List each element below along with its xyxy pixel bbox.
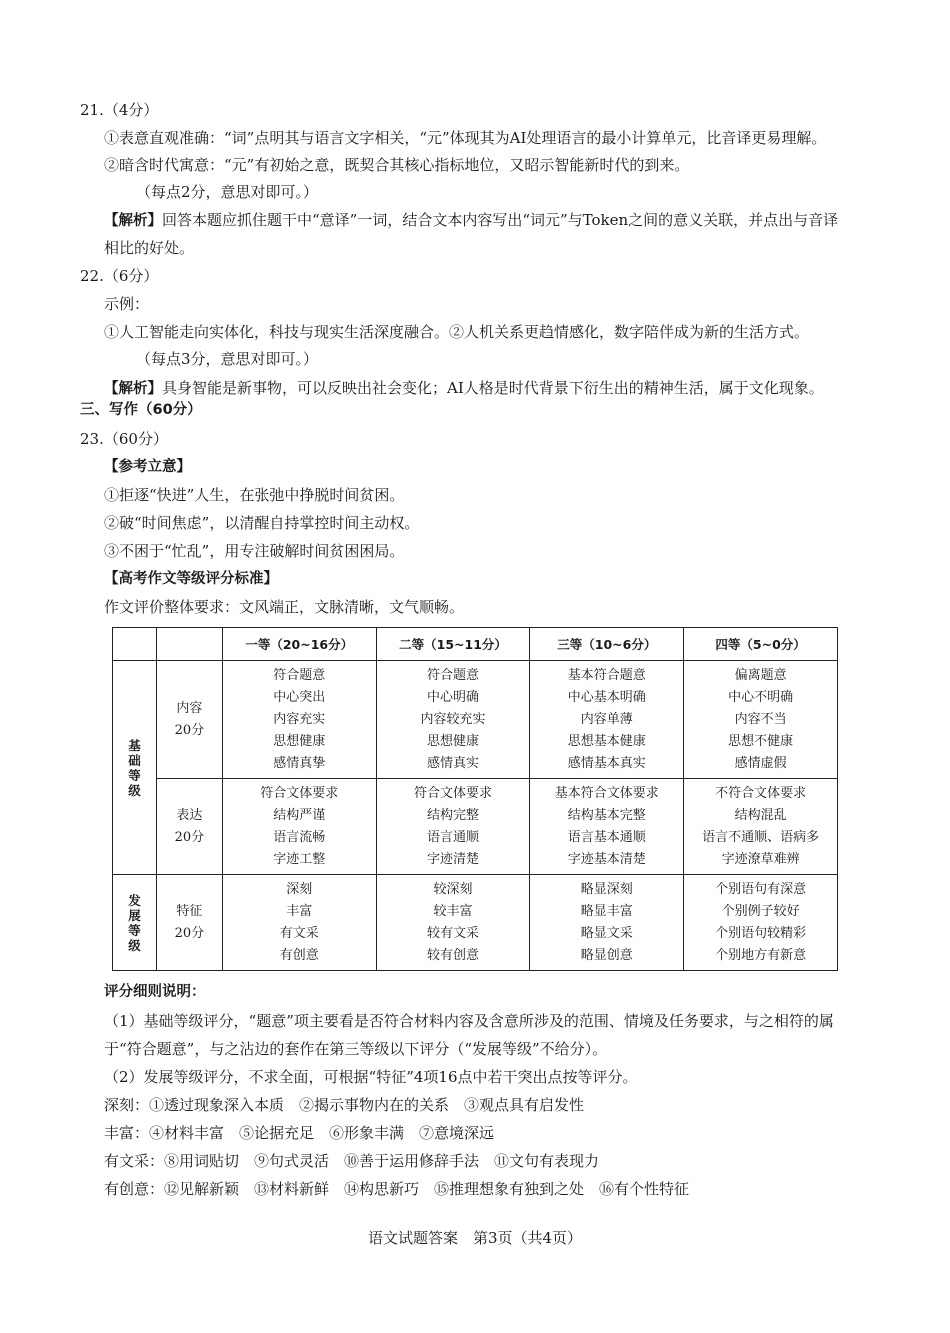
- table-cell: 较深刻 较丰富 较有文采 较有创意: [376, 875, 530, 971]
- group-label-develop: 发展等级: [113, 875, 157, 971]
- q22-analysis: [104, 377, 824, 400]
- rule-literary: 有文采：⑧用词贴切 ⑨句式灵活 ⑩善于运用修辞手法 ⑪文句有表现力: [104, 1152, 600, 1170]
- table-cell: 符合文体要求 结构严谨 语言流畅 字迹工整: [222, 779, 376, 875]
- grading-table: [112, 627, 838, 971]
- page-footer: 语文试题答案 第3页（共4页）: [367, 1229, 583, 1247]
- table-cell: 不符合文体要求 结构混乱 语言不通顺、语病多 字迹潦草难辨: [684, 779, 838, 875]
- rule-creative: 有创意：⑫见解新颖 ⑬材料新鲜 ⑭构思新巧 ⑮推理想象有独到之处 ⑯有个性特征: [104, 1180, 690, 1198]
- ref-label: 【参考立意】: [104, 459, 191, 475]
- q22-note: （每点3分，意思对即可。）: [136, 350, 319, 368]
- analysis-label: 【解析】: [104, 381, 162, 397]
- table-cell: 略显深刻 略显丰富 略显文采 略显创意: [530, 875, 684, 971]
- grade-header: 四等（5~0分）: [684, 628, 838, 661]
- ref-point-3: ③不困于“忙乱”，用专注破解时间贫困困局。: [104, 542, 405, 560]
- table-cell: 符合文体要求 结构完整 语言通顺 字迹清楚: [376, 779, 530, 875]
- table-cell: 符合题意 中心明确 内容较充实 思想健康 感情真实: [376, 661, 530, 779]
- q21-analysis: [104, 209, 838, 232]
- overall-requirement: 作文评价整体要求：文风端正，文脉清晰，文气顺畅。: [104, 598, 465, 616]
- table-cell: 符合题意 中心突出 内容充实 思想健康 感情真挚: [222, 661, 376, 779]
- row-label: 表达 20分: [156, 779, 222, 875]
- table-cell: 偏离题意 中心不明确 内容不当 思想不健康 感情虚假: [684, 661, 838, 779]
- table-row: [113, 661, 838, 779]
- table-row: [113, 779, 838, 875]
- q21-header: 21.（4分）: [80, 101, 159, 119]
- table-cell: 深刻 丰富 有文采 有创意: [222, 875, 376, 971]
- grade-header: 一等（20~16分）: [222, 628, 376, 661]
- table-cell: 基本符合文体要求 结构基本完整 语言基本通顺 字迹基本清楚: [530, 779, 684, 875]
- q23-header: 23.（60分）: [80, 430, 168, 448]
- table-cell: 基本符合题意 中心基本明确 内容单薄 思想基本健康 感情基本真实: [530, 661, 684, 779]
- analysis-label: 【解析】: [104, 213, 162, 229]
- analysis-text: 回答本题应抓住题干中“意译”一词，结合文本内容写出“词元”与Token之间的意义关联，并点出与音译: [162, 211, 839, 229]
- q21-point-2: ②暗含时代寓意：“元”有初始之意，既契合其核心指标地位，又昭示智能新时代的到来。: [104, 156, 690, 174]
- q21-analysis-cont: 相比的好处。: [104, 239, 195, 257]
- rule-1-cont: 于“符合题意”，与之沾边的套作在第三等级以下评分（“发展等级”不给分）。: [104, 1040, 608, 1058]
- q22-point: ①人工智能走向实体化，科技与现实生活深度融合。②人机关系更趋情感化，数字陪伴成为新的生活方式。: [104, 323, 810, 341]
- rule-deep: 深刻：①透过现象深入本质 ②揭示事物内在的关系 ③观点具有启发性: [104, 1096, 585, 1114]
- q22-header: 22.（6分）: [80, 267, 159, 285]
- q21-note: （每点2分，意思对即可。）: [136, 183, 319, 201]
- rule-rich: 丰富：④材料丰富 ⑤论据充足 ⑥形象丰满 ⑦意境深远: [104, 1124, 495, 1142]
- grade-header: 三等（10~6分）: [530, 628, 684, 661]
- group-label-basic: 基础等级: [113, 661, 157, 875]
- q21-point-1: ①表意直观准确：“词”点明其与语言文字相关，“元”体现其为AI处理语言的最小计算单元，比音译更易理解。: [104, 129, 827, 147]
- table-header-row: [113, 628, 838, 661]
- q22-example-label: 示例：: [104, 295, 150, 313]
- standard-label: 【高考作文等级评分标准】: [104, 571, 278, 587]
- rule-1: （1）基础等级评分，“题意”项主要看是否符合材料内容及含意所涉及的范围、情境及任务要求，与之相符的属: [104, 1012, 834, 1030]
- section-3-title: 三、写作（60分）: [80, 402, 202, 418]
- rules-title: 评分细则说明：: [104, 984, 206, 1000]
- row-label: 特征 20分: [156, 875, 222, 971]
- ref-point-2: ②破“时间焦虑”，以清醒自持掌控时间主动权。: [104, 514, 420, 532]
- table-row: [113, 875, 838, 971]
- table-cell: 个别语句有深意 个别例子较好 个别语句较精彩 个别地方有新意: [684, 875, 838, 971]
- row-label: 内容 20分: [156, 661, 222, 779]
- analysis-text: 具身智能是新事物，可以反映出社会变化；AI人格是时代背景下衍生出的精神生活，属于文化现象。: [162, 379, 824, 397]
- rule-2: （2）发展等级评分，不求全面，可根据“特征”4项16点中若干突出点按等评分。: [104, 1068, 638, 1086]
- grade-header: 二等（15~11分）: [376, 628, 530, 661]
- ref-point-1: ①拒逐“快进”人生，在张弛中挣脱时间贫困。: [104, 486, 405, 504]
